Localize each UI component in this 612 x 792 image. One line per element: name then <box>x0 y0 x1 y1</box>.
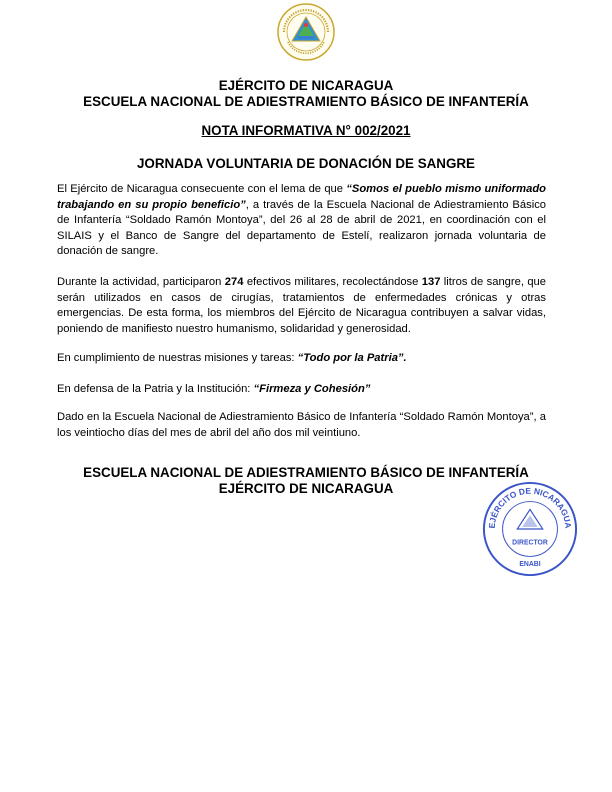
header <box>40 78 572 110</box>
footer-line-1: ESCUELA NACIONAL DE ADIESTRAMIENTO BÁSICO DE INFANTERÍA <box>83 465 529 480</box>
paragraph-3 <box>57 351 546 367</box>
coat-of-arms-icon <box>276 2 336 62</box>
paragraph-1 <box>57 182 546 260</box>
nota-title: NOTA INFORMATIVA N° 002/2021 <box>201 123 411 138</box>
paragraph-2-text-b: efectivos militares, recolectándose <box>243 276 422 288</box>
paragraph-1-text-a: El Ejército de Nicaragua consecuente con el lema de que <box>57 183 347 195</box>
official-stamp-icon <box>481 480 579 578</box>
header-line-1: EJÉRCITO DE NICARAGUA <box>218 78 394 93</box>
paragraph-3-quote: “Todo por la Patria”. <box>297 352 407 364</box>
paragraph-3-text: En cumplimiento de nuestras misiones y tareas: <box>57 352 298 364</box>
footer-line-2: EJÉRCITO DE NICARAGUA <box>218 481 394 496</box>
stamp-bottom-text: ENABI <box>519 561 541 569</box>
header-line-2: ESCUELA NACIONAL DE ADIESTRAMIENTO BÁSICO DE INFANTERÍA <box>83 94 529 109</box>
paragraph-1-quote: “Somos el pueblo mismo uniformado trabajando en su propio beneficio” <box>57 183 546 211</box>
participants-count: 274 <box>224 276 244 288</box>
paragraph-4-text: En defensa de la Patria y la Institución: <box>57 383 254 395</box>
paragraph-2-text-c: litros de sangre, que serán utilizados en casos de cirugías, tratamientos de enfermedades crónicas y otras emergencias. De esta forma, los miembros del Ejército de Nicaragua contribuyen a salvar vidas, poniendo de manifiesto nuestro humanismo, solidaridad y generosidad. <box>57 276 546 335</box>
stamp-ring-text: EJÉRCITO DE NICARAGUA <box>486 485 574 529</box>
liters-count: 137 <box>421 276 441 288</box>
paragraph-2 <box>57 275 546 337</box>
paragraph-1-text-b: , a través de la Escuela Nacional de Adiestramiento Básico de Infantería “Soldado Ramón Montoya”, del 26 al 28 de abril de 2021, en coordinación con el SILAIS y el Banco de Sangre del departamento de Estelí, realizaron jornada voluntaria de donación de sangre. <box>57 198 547 258</box>
jornada-title: JORNADA VOLUNTARIA DE DONACIÓN DE SANGRE <box>136 156 475 171</box>
paragraph-4 <box>57 382 546 398</box>
paragraph-2-text-a: Durante la actividad, participaron <box>57 276 225 288</box>
paragraph-4-quote: “Firmeza y Cohesión” <box>253 383 371 395</box>
stamp-center-text: DIRECTOR <box>512 539 548 547</box>
paragraph-5: Dado en la Escuela Nacional de Adiestramiento Básico de Infantería “Soldado Ramón Montoya”, a los veintiocho días del mes de abril del año dos mil veintiuno. <box>57 411 546 439</box>
